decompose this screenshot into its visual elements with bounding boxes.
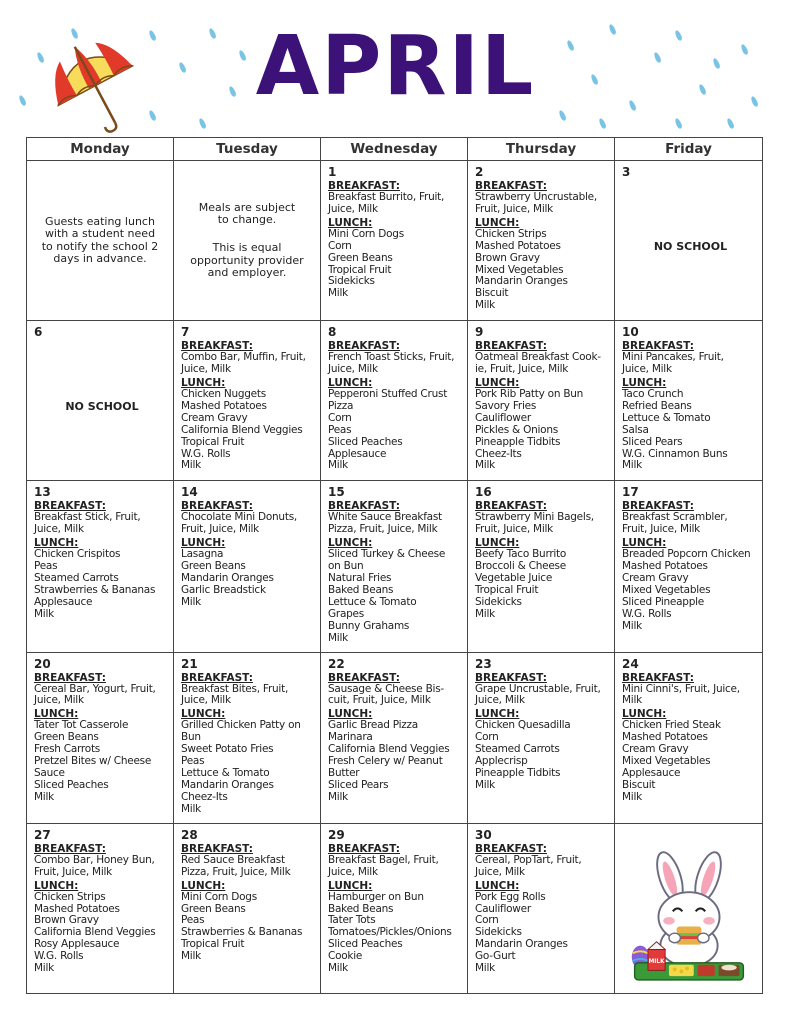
day-number: 15 xyxy=(328,485,345,500)
breakfast-item: cuit, Fruit, Juice, Milk xyxy=(328,694,431,707)
lunch-item: Brown Gravy xyxy=(34,914,99,927)
lunch-item: Applesauce xyxy=(622,767,681,780)
lunch-item: Broccoli & Cheese xyxy=(475,560,566,573)
breakfast-item: Juice, Milk xyxy=(328,202,378,215)
raindrop xyxy=(558,109,567,121)
breakfast-item: Juice, Milk xyxy=(475,865,525,878)
lunch-item: Garlic Bread Pizza xyxy=(328,719,418,732)
breakfast-item: Juice, Milk xyxy=(181,363,231,376)
day-cell xyxy=(27,481,174,652)
lunch-item: Milk xyxy=(622,790,642,803)
lunch-item: Milk xyxy=(622,619,642,632)
day-cell xyxy=(615,321,763,481)
lunch-item: Green Beans xyxy=(328,251,393,264)
no-school-label: NO SCHOOL xyxy=(653,240,728,253)
day-number: 3 xyxy=(622,165,631,179)
lunch-item: Corn xyxy=(475,731,499,744)
breakfast-label: BREAKFAST: xyxy=(475,180,547,192)
lunch-item: Steamed Carrots xyxy=(475,743,560,756)
breakfast-item: White Sauce Breakfast xyxy=(328,511,442,524)
day-cell xyxy=(468,321,615,481)
lunch-item: Lettuce & Tomato xyxy=(622,411,711,424)
breakfast-label: BREAKFAST: xyxy=(328,180,400,192)
day-cell xyxy=(174,481,321,652)
lunch-item: on Bun xyxy=(328,560,364,573)
lunch-item: Tropical Fruit xyxy=(181,435,245,448)
breakfast-item: Fruit, Juice, Milk xyxy=(34,865,113,878)
lunch-label: LUNCH: xyxy=(622,537,667,550)
day-number: 14 xyxy=(181,485,198,500)
lunch-item: Hamburger on Bun xyxy=(328,890,424,903)
day-number: 13 xyxy=(34,485,51,500)
breakfast-item: Strawberry Uncrustable, xyxy=(475,191,597,203)
breakfast-item: Juice, Milk xyxy=(34,694,84,707)
lunch-item: Marinara xyxy=(328,731,373,744)
lunch-item: Biscuit xyxy=(475,287,509,300)
day-cell xyxy=(615,823,763,993)
lunch-item: Pizza xyxy=(328,399,354,412)
day-cell xyxy=(321,481,468,652)
breakfast-item: Oatmeal Breakfast Cook- xyxy=(475,351,601,364)
day-number: 29 xyxy=(328,827,345,842)
day-number: 9 xyxy=(475,325,484,340)
lunch-item: Sidekicks xyxy=(475,926,522,939)
lunch-item: Mini Corn Dogs xyxy=(181,890,257,903)
lunch-item: Milk xyxy=(328,790,348,803)
day-number: 24 xyxy=(622,656,639,671)
lunch-item: California Blend Veggies xyxy=(34,926,156,939)
lunch-item: Corn xyxy=(475,914,499,927)
lunch-item: Baked Beans xyxy=(328,902,394,915)
lunch-item: Mashed Potatoes xyxy=(622,731,708,744)
lunch-item: Bunny Grahams xyxy=(328,619,410,632)
lunch-item: Mashed Potatoes xyxy=(181,399,267,412)
breakfast-item: Strawberry Mini Bagels, xyxy=(475,511,594,524)
breakfast-item: ie, Fruit, Juice, Milk xyxy=(475,363,569,376)
lunch-item: Milk xyxy=(181,950,201,963)
header-wednesday: Wednesday xyxy=(321,138,468,161)
lunch-item: Natural Fries xyxy=(328,572,392,584)
day-number: 23 xyxy=(475,656,492,671)
day-number: 2 xyxy=(475,165,484,179)
day-number: 16 xyxy=(475,485,492,500)
lunch-label: LUNCH: xyxy=(328,708,373,721)
lunch-item: Go-Gurt xyxy=(475,950,516,963)
breakfast-item: Juice, Milk xyxy=(475,694,525,707)
milk-carton-label: MILK xyxy=(648,958,665,965)
lunch-item: Mandarin Oranges xyxy=(181,778,274,791)
lunch-item: Applecrisp xyxy=(475,755,528,768)
lunch-label: LUNCH: xyxy=(181,537,226,550)
breakfast-label: BREAKFAST: xyxy=(181,671,253,684)
breakfast-label: BREAKFAST: xyxy=(181,340,253,353)
lunch-item: Beefy Taco Burrito xyxy=(475,548,567,561)
lunch-item: Strawberries & Bananas xyxy=(34,583,156,596)
header-tuesday: Tuesday xyxy=(174,138,321,161)
day-number: 1 xyxy=(328,165,337,179)
day-number: 20 xyxy=(34,656,51,671)
lunch-item: Sliced Peaches xyxy=(34,778,109,791)
lunch-item: Tomatoes/Pickles/Onions xyxy=(328,926,452,939)
lunch-item: Milk xyxy=(181,459,201,472)
breakfast-label: BREAKFAST: xyxy=(181,842,253,855)
breakfast-label: BREAKFAST: xyxy=(622,340,694,353)
day-cell xyxy=(27,161,174,321)
lunch-item: Chicken Nuggets xyxy=(181,388,266,400)
lunch-item: Cream Gravy xyxy=(622,743,689,756)
lunch-item: Biscuit xyxy=(622,778,656,791)
lunch-item: Tropical Fruit xyxy=(328,263,392,276)
lunch-item: Milk xyxy=(622,459,642,472)
breakfast-item: Breakfast Stick, Fruit, xyxy=(34,511,141,524)
lunch-label: LUNCH: xyxy=(475,377,520,389)
breakfast-item: Juice, Milk xyxy=(622,363,672,376)
meals-subject-notice: Meals are subject to change. xyxy=(198,201,296,227)
breakfast-item: Cereal, PopTart, Fruit, xyxy=(475,853,582,866)
lunch-item: Mini Corn Dogs xyxy=(328,227,404,240)
header-monday: Monday xyxy=(27,138,174,161)
breakfast-label: BREAKFAST: xyxy=(475,340,547,353)
raindrop xyxy=(598,117,607,129)
day-number: 27 xyxy=(34,827,51,842)
lunch-item: Pretzel Bites w/ Cheese xyxy=(34,755,152,768)
lunch-label: LUNCH: xyxy=(34,537,79,550)
lunch-item: Tropical Fruit xyxy=(181,938,245,951)
lunch-item: Lettuce & Tomato xyxy=(181,767,270,780)
lunch-item: Chicken Strips xyxy=(34,890,106,903)
breakfast-item: Pizza, Fruit, Juice, Milk xyxy=(181,865,291,878)
page-title: APRIL xyxy=(255,19,536,114)
lunch-item: Milk xyxy=(475,962,495,975)
lunch-label: LUNCH: xyxy=(475,708,520,721)
lunch-item: W.G. Cinnamon Buns xyxy=(622,447,728,460)
breakfast-label: BREAKFAST: xyxy=(475,671,547,684)
header-friday: Friday xyxy=(615,138,763,161)
day-cell xyxy=(27,321,174,481)
raindrop xyxy=(148,109,157,121)
breakfast-item: Cereal Bar, Yogurt, Fruit, xyxy=(34,682,156,695)
breakfast-item: Fruit, Juice, Milk xyxy=(622,523,701,536)
lunch-item: Sliced Pineapple xyxy=(622,595,705,608)
lunch-item: Vegetable Juice xyxy=(475,572,553,584)
lunch-item: Pineapple Tidbits xyxy=(475,767,561,780)
breakfast-item: Breakfast Bites, Fruit, xyxy=(181,682,289,695)
lunch-label: LUNCH: xyxy=(328,879,373,892)
lunch-item: Cookie xyxy=(328,950,363,963)
lunch-item: Cheez-Its xyxy=(181,790,228,803)
raindrop xyxy=(726,117,735,129)
day-cell xyxy=(468,823,615,993)
lunch-item: Sliced Pears xyxy=(328,778,389,791)
lunch-item: Grapes xyxy=(328,607,364,620)
lunch-item: Sliced Peaches xyxy=(328,435,403,448)
breakfast-label: BREAKFAST: xyxy=(34,500,106,513)
breakfast-label: BREAKFAST: xyxy=(181,500,253,513)
day-cell xyxy=(615,161,763,321)
day-number: 7 xyxy=(181,325,190,340)
lunch-item: Mixed Vegetables xyxy=(622,755,711,768)
lunch-label: LUNCH: xyxy=(34,879,79,892)
lunch-item: Rosy Applesauce xyxy=(34,938,120,951)
week-row xyxy=(27,321,763,481)
lunch-item: Pepperoni Stuffed Crust xyxy=(328,388,448,400)
lunch-menu-calendar xyxy=(26,137,763,994)
lunch-item: Lettuce & Tomato xyxy=(328,595,417,608)
lunch-item: Grilled Chicken Patty on xyxy=(181,719,301,732)
lunch-item: Chicken Quesadilla xyxy=(475,719,571,732)
lunch-item: Applesauce xyxy=(328,447,387,460)
lunch-item: Milk xyxy=(34,962,54,975)
lunch-item: Mashed Potatoes xyxy=(34,902,120,915)
lunch-item: Cream Gravy xyxy=(181,411,248,424)
lunch-item: Garlic Breadstick xyxy=(181,583,266,596)
lunch-item: Pork Egg Rolls xyxy=(475,890,546,903)
lunch-item: Green Beans xyxy=(181,560,246,573)
lunch-item: Mixed Vegetables xyxy=(622,583,711,596)
lunch-item: Chicken Crispitos xyxy=(34,548,121,561)
breakfast-label: BREAKFAST: xyxy=(328,340,400,353)
day-number: 6 xyxy=(34,325,43,340)
lunch-item: Lasagna xyxy=(181,548,224,561)
lunch-item: Milk xyxy=(475,299,495,312)
breakfast-label: BREAKFAST: xyxy=(34,671,106,684)
breakfast-item: Mini Pancakes, Fruit, xyxy=(622,351,724,364)
breakfast-item: Breakfast Burrito, Fruit, xyxy=(328,191,445,203)
easter-bunny-lunch-illustration xyxy=(627,848,751,986)
lunch-item: Salsa xyxy=(622,423,649,436)
lunch-item: Milk xyxy=(181,802,201,815)
lunch-item: Refried Beans xyxy=(622,399,692,412)
breakfast-item: Combo Bar, Muffin, Fruit, xyxy=(181,351,306,364)
day-number: 22 xyxy=(328,656,345,671)
day-cell xyxy=(468,481,615,652)
week-row xyxy=(27,652,763,823)
breakfast-item: Juice, Milk xyxy=(328,865,378,878)
breakfast-label: BREAKFAST: xyxy=(34,842,106,855)
day-number: 10 xyxy=(622,325,639,340)
breakfast-label: BREAKFAST: xyxy=(328,671,400,684)
lunch-item: Peas xyxy=(181,755,205,768)
breakfast-item: French Toast Sticks, Fruit, xyxy=(328,351,455,364)
lunch-item: Peas xyxy=(34,560,58,573)
week-row xyxy=(27,481,763,652)
lunch-item: California Blend Veggies xyxy=(328,743,450,756)
lunch-item: Strawberries & Bananas xyxy=(181,926,303,939)
lunch-item: Taco Crunch xyxy=(622,388,684,400)
lunch-item: Peas xyxy=(328,423,352,436)
lunch-item: Peas xyxy=(181,914,205,927)
lunch-item: Cheez-Its xyxy=(475,447,522,460)
lunch-item: Sliced Pears xyxy=(622,435,683,448)
lunch-label: LUNCH: xyxy=(475,216,520,229)
day-number: 28 xyxy=(181,827,198,842)
day-cell xyxy=(321,823,468,993)
lunch-item: Cauliflower xyxy=(475,411,531,424)
lunch-item: Mandarin Oranges xyxy=(181,572,274,584)
breakfast-item: Chocolate Mini Donuts, xyxy=(181,511,298,524)
lunch-label: LUNCH: xyxy=(181,377,226,389)
lunch-item: Milk xyxy=(475,459,495,472)
lunch-item: California Blend Veggies xyxy=(181,423,303,436)
day-cell xyxy=(468,161,615,321)
lunch-item: Pickles & Onions xyxy=(475,423,558,436)
breakfast-label: BREAKFAST: xyxy=(328,500,400,513)
lunch-item: Sidekicks xyxy=(328,275,375,288)
lunch-item: Milk xyxy=(328,631,348,644)
lunch-label: LUNCH: xyxy=(181,879,226,892)
breakfast-item: Juice, Milk xyxy=(328,363,378,376)
breakfast-label: BREAKFAST: xyxy=(622,671,694,684)
day-cell xyxy=(27,652,174,823)
lunch-item: Tater Tot Casserole xyxy=(34,719,129,732)
lunch-item: Applesauce xyxy=(34,595,93,608)
guest-notice: Guests eating lunch with a student need to notify the school 2 days in advance. xyxy=(41,215,159,265)
day-cell xyxy=(174,823,321,993)
breakfast-label: BREAKFAST: xyxy=(328,842,400,855)
lunch-item: Fresh Celery w/ Peanut xyxy=(328,755,443,768)
day-cell xyxy=(615,652,763,823)
breakfast-item: Pizza, Fruit, Juice, Milk xyxy=(328,523,438,536)
day-cell xyxy=(321,161,468,321)
lunch-item: Baked Beans xyxy=(328,583,394,596)
lunch-item: Milk xyxy=(34,607,54,620)
lunch-item: Fresh Carrots xyxy=(34,743,101,756)
breakfast-item: Breakfast Scrambler, xyxy=(622,511,728,524)
breakfast-item: Sausage & Cheese Bis- xyxy=(328,682,444,695)
breakfast-label: BREAKFAST: xyxy=(622,500,694,513)
breakfast-item: Red Sauce Breakfast xyxy=(181,853,285,866)
no-school-label: NO SCHOOL xyxy=(65,400,139,414)
equal-opportunity-notice: This is equal opportunity provider and employer. xyxy=(190,241,304,279)
lunch-item: Breaded Popcorn Chicken xyxy=(622,548,751,561)
lunch-item: Pineapple Tidbits xyxy=(475,435,561,448)
lunch-item: Milk xyxy=(328,287,348,300)
lunch-item: Milk xyxy=(34,790,54,803)
week-row xyxy=(27,161,763,321)
day-number: 21 xyxy=(181,656,198,671)
lunch-item: Sliced Turkey & Cheese xyxy=(328,548,446,561)
lunch-item: W.G. Rolls xyxy=(181,447,231,460)
lunch-label: LUNCH: xyxy=(475,537,520,550)
lunch-item: Bun xyxy=(181,731,201,744)
lunch-label: LUNCH: xyxy=(475,879,520,892)
raindrop xyxy=(198,117,207,129)
lunch-label: LUNCH: xyxy=(622,377,667,389)
day-number: 30 xyxy=(475,827,492,842)
lunch-label: LUNCH: xyxy=(181,708,226,721)
lunch-item: Sweet Potato Fries xyxy=(181,743,274,756)
day-cell xyxy=(321,321,468,481)
breakfast-item: Fruit, Juice, Milk xyxy=(475,202,554,215)
lunch-label: LUNCH: xyxy=(328,537,373,550)
breakfast-item: Fruit, Juice, Milk xyxy=(475,523,554,536)
lunch-item: Sliced Peaches xyxy=(328,938,403,951)
lunch-item: Brown Gravy xyxy=(475,251,540,264)
lunch-item: Steamed Carrots xyxy=(34,572,119,584)
breakfast-item: Mini Cinni's, Fruit, Juice, xyxy=(622,682,740,695)
day-number: 17 xyxy=(622,485,639,500)
lunch-label: LUNCH: xyxy=(622,708,667,721)
lunch-item: Tropical Fruit xyxy=(475,583,539,596)
header-thursday: Thursday xyxy=(468,138,615,161)
lunch-item: Milk xyxy=(328,962,348,975)
day-cell xyxy=(174,652,321,823)
breakfast-item: Combo Bar, Honey Bun, xyxy=(34,853,155,866)
lunch-item: Sauce xyxy=(34,767,65,780)
day-cell xyxy=(321,652,468,823)
day-cell xyxy=(615,481,763,652)
lunch-item: Mixed Vegetables xyxy=(475,263,564,276)
breakfast-item: Milk xyxy=(622,694,642,707)
lunch-item: Mandarin Oranges xyxy=(475,275,568,288)
lunch-label: LUNCH: xyxy=(34,708,79,721)
raindrop xyxy=(674,117,683,129)
lunch-item: Milk xyxy=(475,607,495,620)
lunch-item: Mandarin Oranges xyxy=(475,938,568,951)
breakfast-item: Breakfast Bagel, Fruit, xyxy=(328,853,439,866)
breakfast-item: Fruit, Juice, Milk xyxy=(181,523,260,536)
lunch-item: Mashed Potatoes xyxy=(622,560,708,573)
weekday-header-row xyxy=(27,138,763,161)
day-cell xyxy=(27,823,174,993)
lunch-item: Mashed Potatoes xyxy=(475,239,561,252)
lunch-item: W.G. Rolls xyxy=(622,607,672,620)
lunch-label: LUNCH: xyxy=(328,377,373,389)
lunch-item: Cream Gravy xyxy=(622,572,689,584)
lunch-item: W.G. Rolls xyxy=(34,950,84,963)
day-cell xyxy=(174,321,321,481)
lunch-item: Corn xyxy=(328,239,352,252)
lunch-item: Milk xyxy=(328,459,348,472)
lunch-item: Pork Rib Patty on Bun xyxy=(475,388,584,400)
lunch-item: Chicken Strips xyxy=(475,227,547,240)
breakfast-label: BREAKFAST: xyxy=(475,842,547,855)
lunch-item: Milk xyxy=(181,595,201,608)
lunch-item: Milk xyxy=(475,778,495,791)
lunch-item: Savory Fries xyxy=(475,399,537,412)
day-cell xyxy=(468,652,615,823)
breakfast-label: BREAKFAST: xyxy=(475,500,547,513)
lunch-item: Butter xyxy=(328,767,360,780)
breakfast-item: Juice, Milk xyxy=(34,523,84,536)
day-number: 8 xyxy=(328,325,337,340)
week-row xyxy=(27,823,763,993)
breakfast-item: Grape Uncrustable, Fruit, xyxy=(475,682,601,695)
lunch-item: Green Beans xyxy=(34,731,99,744)
lunch-item: Tater Tots xyxy=(328,914,376,927)
lunch-label: LUNCH: xyxy=(328,216,373,229)
lunch-item: Chicken Fried Steak xyxy=(622,719,721,732)
lunch-item: Green Beans xyxy=(181,902,246,915)
lunch-item: Corn xyxy=(328,411,352,424)
day-cell xyxy=(174,161,321,321)
lunch-item: Sidekicks xyxy=(475,595,522,608)
breakfast-item: Juice, Milk xyxy=(181,694,231,707)
lunch-item: Cauliflower xyxy=(475,902,531,915)
